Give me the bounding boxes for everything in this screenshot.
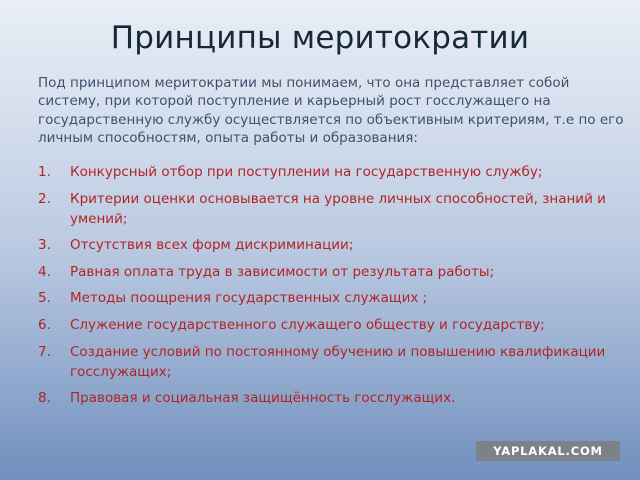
list-item	[38, 388, 628, 408]
slide-title: Принципы меритократии	[110, 20, 530, 56]
list-item	[38, 288, 628, 308]
list-item-number: 2 .	[38, 189, 51, 209]
watermark-badge: YAPLAKAL.COM	[476, 441, 620, 461]
list-item-number: 8 .	[38, 388, 51, 408]
list-item-text: Создание условий по постоянному обучению и повышению квалификации госслужащих;	[70, 343, 606, 380]
list-item-number: 5 .	[38, 288, 51, 308]
list-item-text: Служение государственного служащего обществу и государству;	[70, 316, 545, 333]
list-item-text: Правовая и социальная защищённость госслужащих.	[70, 390, 456, 407]
list-item-text: Методы поощрения государственных служащих ;	[70, 290, 428, 307]
list-item-text: Конкурсный отбор при поступлении на государственную службу;	[70, 164, 543, 180]
list-item-number: 3 .	[38, 235, 51, 255]
list-item-text: Равная оплата труда в зависимости от результата работы;	[70, 263, 495, 280]
list-item	[38, 189, 628, 229]
list-item-text: Критерии оценки основывается на уровне личных способностей, знаний и умений;	[70, 190, 606, 227]
principles-list	[38, 162, 628, 415]
list-item	[38, 262, 628, 282]
list-item	[38, 342, 628, 382]
list-item	[38, 235, 628, 255]
list-item-number: 7 .	[38, 342, 51, 362]
list-item	[38, 315, 628, 335]
list-item-text: Отсутствия всех форм дискриминации;	[70, 237, 354, 254]
intro-paragraph: Под принципом меритократии мы понимаем, что она представляет собой систему, при которой поступление и карьерный рост госслужащего на государственную службу осуществляется по объективным критериям, т.е по его личным способностям, опыта работы и образования:	[38, 75, 624, 146]
list-item-number: 4 .	[38, 262, 51, 282]
list-item-number: 1 .	[38, 162, 51, 182]
list-item-number: 6 .	[38, 315, 51, 335]
list-item	[38, 162, 628, 182]
